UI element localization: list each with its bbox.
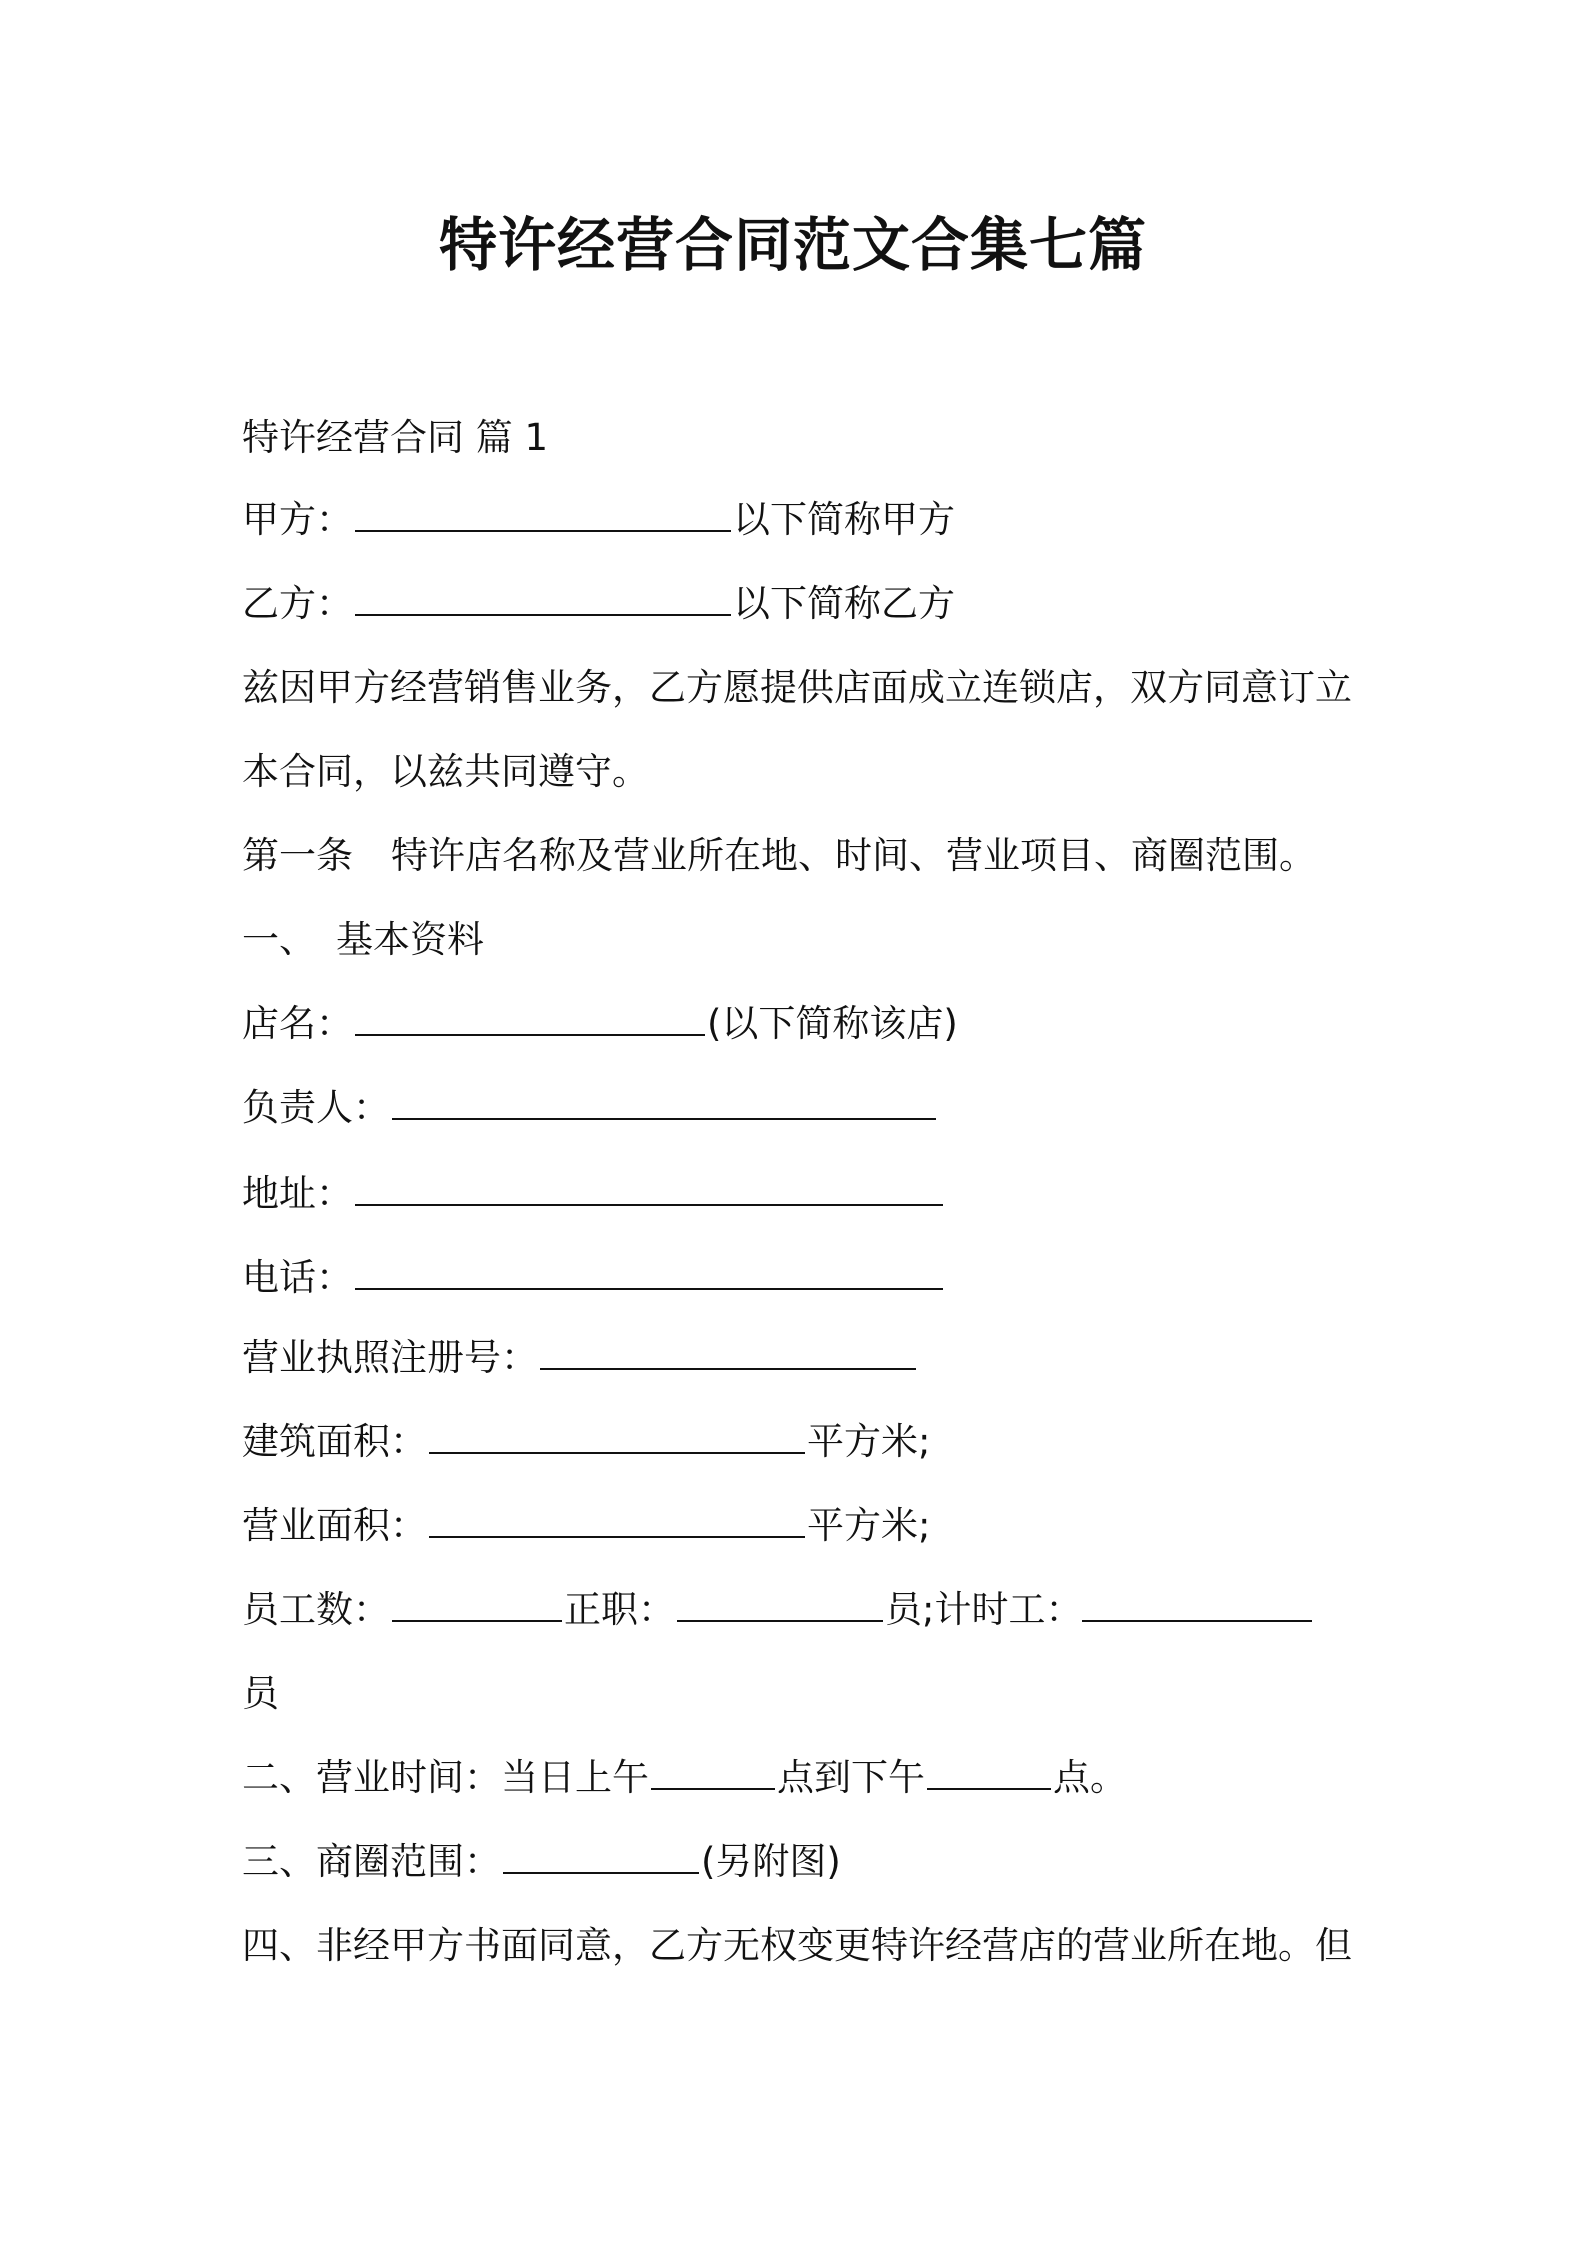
hours-label: 二、营业时间：当日上午 bbox=[242, 1756, 649, 1799]
shop-name-suffix: (以下简称该店) bbox=[707, 1002, 958, 1045]
address-blank[interactable] bbox=[355, 1170, 943, 1206]
hours-suffix: 点。 bbox=[1053, 1756, 1127, 1799]
manager-line bbox=[242, 1080, 938, 1136]
license-blank[interactable] bbox=[540, 1334, 916, 1370]
area-label: 三、商圈范围： bbox=[242, 1840, 501, 1883]
document-title: 特许经营合同范文合集七篇 bbox=[438, 211, 1147, 279]
party-b-suffix: 以下简称乙方 bbox=[733, 582, 955, 625]
party-a-line bbox=[242, 492, 955, 548]
staff-fulltime-label: 正职： bbox=[564, 1588, 675, 1631]
staff-fulltime-blank[interactable] bbox=[677, 1586, 883, 1622]
hours-line bbox=[242, 1750, 1127, 1806]
address-label: 地址： bbox=[242, 1172, 353, 1215]
staff-line bbox=[242, 1582, 1312, 1638]
article-1-line bbox=[242, 828, 1316, 884]
staff-unit-line: 员 bbox=[242, 1672, 279, 1715]
license-line bbox=[242, 1330, 918, 1386]
hours-mid: 点到下午 bbox=[777, 1756, 925, 1799]
build-area-suffix: 平方米; bbox=[807, 1420, 931, 1463]
build-area-line bbox=[242, 1414, 930, 1470]
build-area-label: 建筑面积： bbox=[242, 1420, 427, 1463]
staff-parttime-blank[interactable] bbox=[1082, 1586, 1312, 1622]
area-line bbox=[242, 1834, 841, 1890]
area-blank[interactable] bbox=[503, 1838, 699, 1874]
business-area-label: 营业面积： bbox=[242, 1504, 427, 1547]
phone-line bbox=[242, 1250, 945, 1306]
shop-name-blank[interactable] bbox=[355, 1000, 705, 1036]
staff-total-blank[interactable] bbox=[392, 1586, 562, 1622]
article-1-text: 特许店名称及营业所在地、时间、营业项目、商圈范围。 bbox=[391, 834, 1316, 877]
area-suffix: (另附图) bbox=[701, 1840, 841, 1883]
intro-line-1: 兹因甲方经营销售业务，乙方愿提供店面成立连锁店，双方同意订立 bbox=[242, 666, 1352, 709]
business-area-blank[interactable] bbox=[429, 1502, 805, 1538]
manager-blank[interactable] bbox=[392, 1084, 936, 1120]
phone-label: 电话： bbox=[242, 1256, 353, 1299]
hours-start-blank[interactable] bbox=[651, 1754, 775, 1790]
article-1-label: 第一条 bbox=[242, 834, 353, 877]
party-b-blank[interactable] bbox=[355, 580, 731, 616]
phone-blank[interactable] bbox=[355, 1254, 943, 1290]
shop-name-line bbox=[242, 996, 958, 1052]
party-a-label: 甲方： bbox=[242, 498, 353, 541]
intro-line-2: 本合同，以兹共同遵守。 bbox=[242, 750, 649, 793]
section-1-num: 一、 bbox=[242, 918, 316, 961]
staff-parttime-label: 员;计时工： bbox=[885, 1588, 1083, 1631]
section-heading: 特许经营合同 篇 1 bbox=[242, 416, 549, 459]
license-label: 营业执照注册号： bbox=[242, 1336, 538, 1379]
party-a-suffix: 以下简称甲方 bbox=[733, 498, 955, 541]
section-1-line bbox=[242, 912, 484, 968]
clause-4-line: 四、非经甲方书面同意，乙方无权变更特许经营店的营业所在地。但 bbox=[242, 1924, 1352, 1967]
address-line bbox=[242, 1166, 945, 1222]
staff-label: 员工数： bbox=[242, 1588, 390, 1631]
business-area-line bbox=[242, 1498, 930, 1554]
shop-name-label: 店名： bbox=[242, 1002, 353, 1045]
manager-label: 负责人： bbox=[242, 1086, 390, 1129]
party-b-line bbox=[242, 576, 955, 632]
section-1-title: 基本资料 bbox=[336, 918, 484, 961]
party-a-blank[interactable] bbox=[355, 496, 731, 532]
hours-end-blank[interactable] bbox=[927, 1754, 1051, 1790]
build-area-blank[interactable] bbox=[429, 1418, 805, 1454]
party-b-label: 乙方： bbox=[242, 582, 353, 625]
business-area-suffix: 平方米; bbox=[807, 1504, 931, 1547]
